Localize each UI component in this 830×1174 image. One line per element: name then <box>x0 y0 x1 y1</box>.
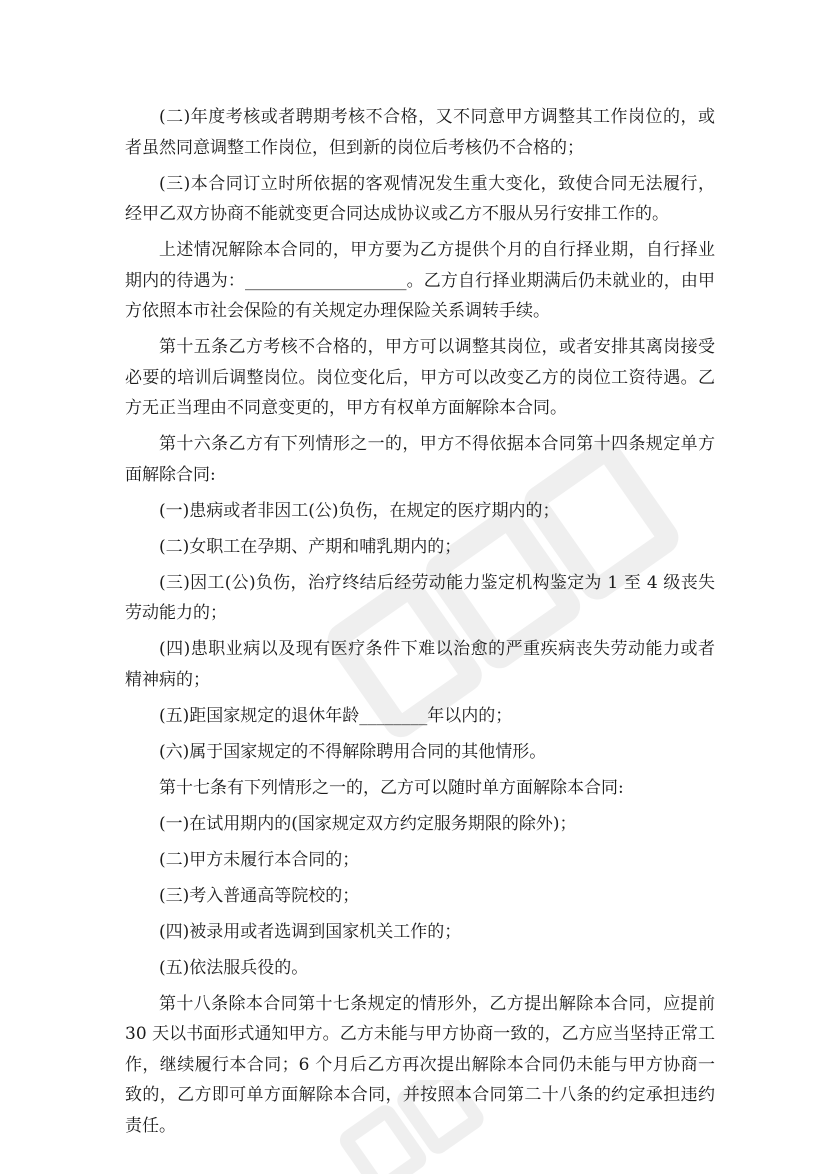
paragraph: (五)依法服兵役的。 <box>159 957 309 978</box>
paragraph: (四)患职业病以及现有医疗条件下难以治愈的严重疾病丧失劳动能力或者精神病的； <box>125 639 715 690</box>
paragraph: (四)被录用或者选调到国家机关工作的； <box>159 921 462 942</box>
paragraph: (三)考入普通高等院校的； <box>159 885 360 906</box>
paragraph: 第十八条除本合同第十七条规定的情形外，乙方提出解除本合同，应提前 30 天以书面形式通知甲方。乙方未能与甲方协商一致的，乙方应当坚持正常工作，继续履行本合同；6 个月后乙方再次提出解除本合同仍未能与甲方协商一致的，乙方即可单方面解除本合同，并按照本合同第二十八条的约定承担违约责任。 <box>125 993 715 1136</box>
paragraph: (一)在试用期内的(国家规定双方约定服务期限的除外)； <box>159 813 577 834</box>
paragraph: 第十六条乙方有下列情形之一的，甲方不得依据本合同第十四条规定单方面解除合同: <box>125 434 715 485</box>
paragraph: (六)属于国家规定的不得解除聘用合同的其他情形。 <box>159 741 547 762</box>
document-body <box>125 102 715 1147</box>
paragraph: 第十五条乙方考核不合格的，甲方可以调整其岗位，或者安排其离岗接受必要的培训后调整岗位。岗位变化后，甲方可以改变乙方的岗位工资待遇。乙方无正当理由不同意变更的，甲方有权单方面解除本合同。 <box>125 337 715 418</box>
paragraph: (二)甲方未履行本合同的； <box>159 849 360 870</box>
paragraph: (二)女职工在孕期、产期和哺乳期内的； <box>159 536 462 557</box>
paragraph: (一)患病或者非因工(公)负伤，在规定的医疗期内的； <box>159 500 560 521</box>
paragraph: 上述情况解除本合同的，甲方要为乙方提供个月的自行择业期，自行择业期内的待遇为：___________________。乙方自行择业期满后仍未就业的，由甲方依照本市社会保险的有关规定办理保险关系调转手续。 <box>125 240 715 321</box>
paragraph: (二)年度考核或者聘期考核不合格，又不同意甲方调整其工作岗位的，或者虽然同意调整工作岗位，但到新的岗位后考核仍不合格的； <box>125 107 715 158</box>
paragraph: (五)距国家规定的退休年龄________年以内的； <box>159 705 513 726</box>
paragraph: (三)本合同订立时所依据的客观情况发生重大变化，致使合同无法履行，经甲乙双方协商不能就变更合同达成协议或乙方不服从另行安排工作的。 <box>125 173 715 224</box>
paragraph: (三)因工(公)负伤，治疗终结后经劳动能力鉴定机构鉴定为 1 至 4 级丧失劳动能力的； <box>125 572 715 623</box>
paragraph: 第十七条有下列情形之一的，乙方可以随时单方面解除本合同: <box>159 777 624 798</box>
